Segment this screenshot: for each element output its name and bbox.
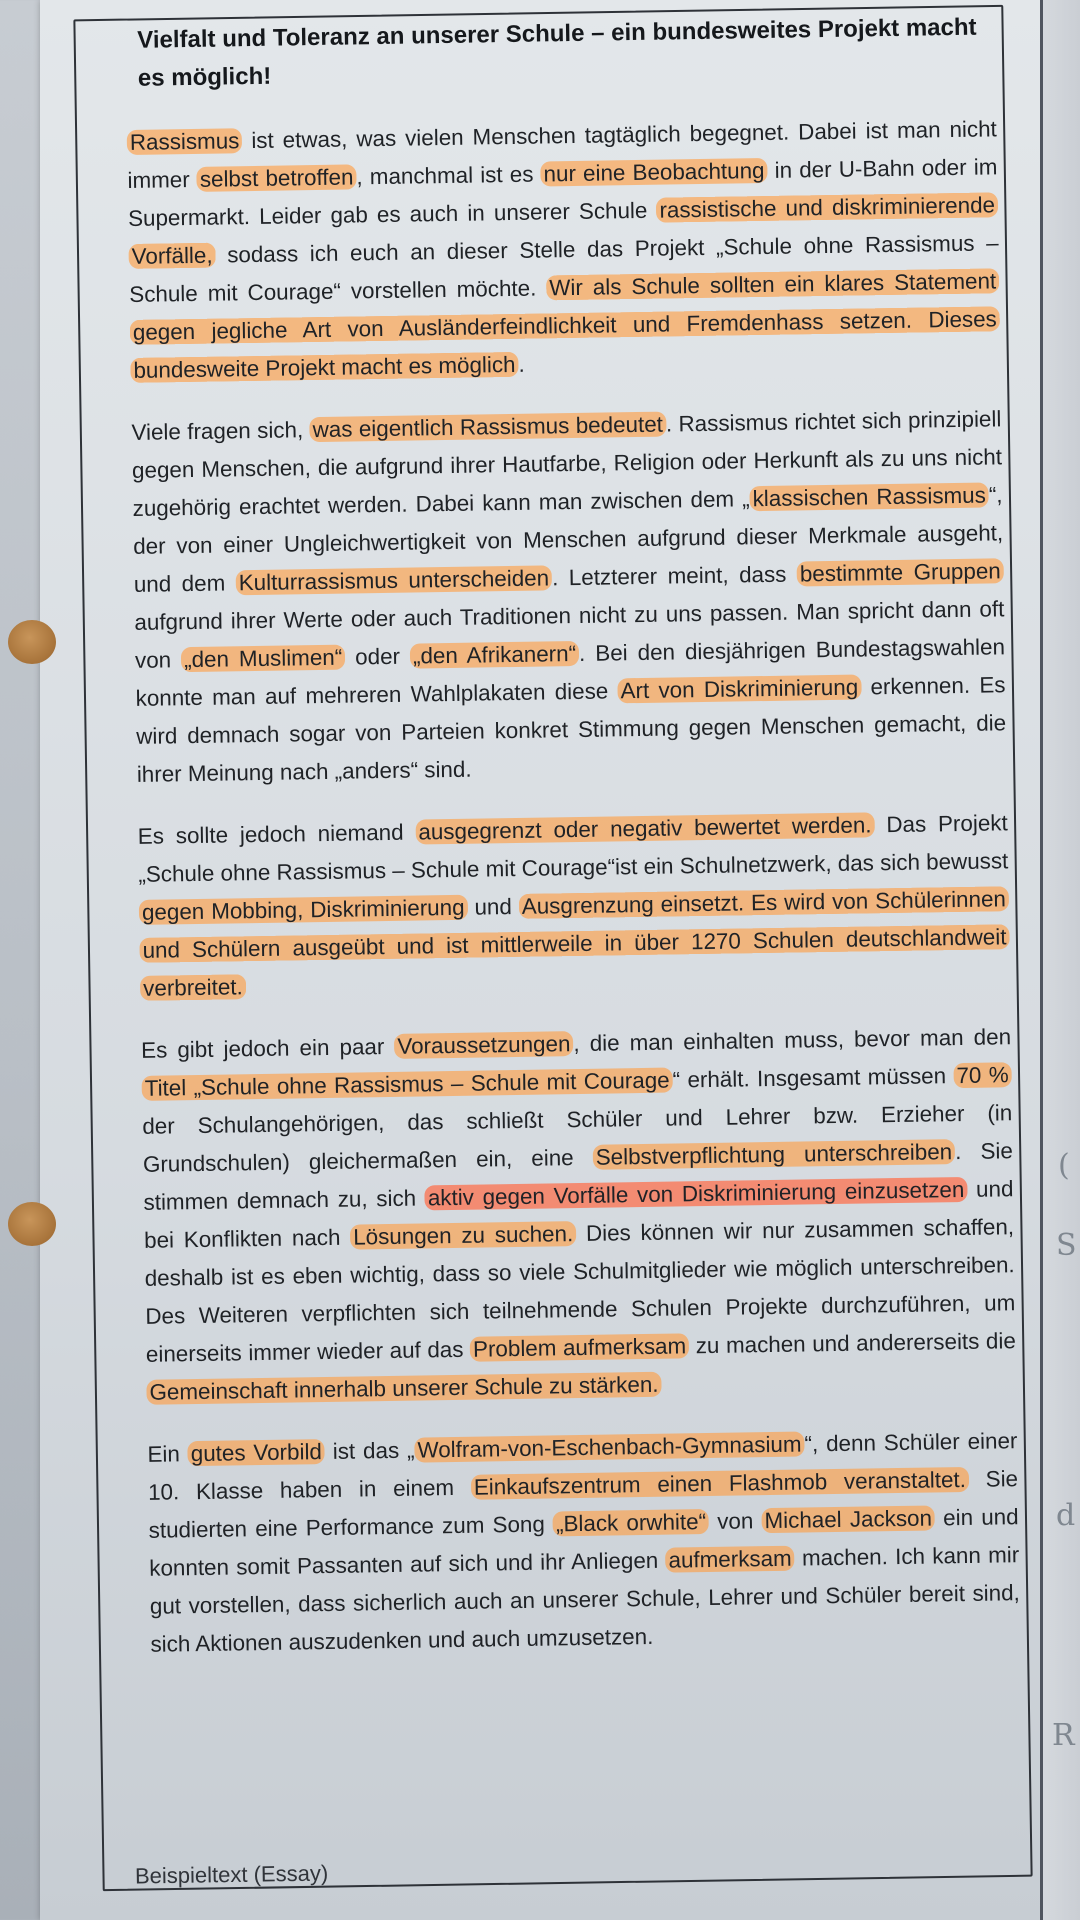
- margin-scribble: R: [1052, 1718, 1075, 1753]
- highlighted-text: gegen Mobbing, Diskriminierung: [139, 895, 468, 925]
- highlighted-text: klassischen Rassismus: [749, 482, 989, 511]
- highlighted-text: aufmerksam: [665, 1546, 795, 1573]
- paragraph: [141, 1018, 1017, 1412]
- highlighted-text: „den Muslimen“: [181, 645, 345, 673]
- text-run: “, denn Schüler einer 10. Klasse haben in einem: [147, 1428, 1018, 1505]
- punch-hole-bottom: [8, 1202, 56, 1246]
- highlighted-text: Lösungen zu suchen.: [350, 1221, 576, 1250]
- highlighted-text: Wolfram-von-Eschenbach-Gymnasium: [414, 1432, 804, 1463]
- text-run: ist etwas, was vielen Menschen tagtäglich begegnet. Dabei ist man nicht immer: [127, 116, 997, 193]
- text-run: ein und konnten somit Passanten auf sich und ihr Anliegen: [149, 1504, 1019, 1581]
- text-run: .: [518, 351, 525, 377]
- text-run: machen. Ich kann mir gut vorstellen, dass sicherlich auch an unserer Schule, Lehrer und Schüler bereit sind, sich Aktionen auszudenken und auch umzusetzen.: [149, 1542, 1020, 1657]
- highlighted-text: was eigentlich Rassismus bedeutet: [309, 412, 666, 443]
- highlighted-text: gutes Vorbild: [188, 1439, 326, 1466]
- text-run: Viele fragen sich,: [131, 417, 310, 445]
- paragraph: [127, 110, 1001, 390]
- paragraph: [138, 804, 1011, 1008]
- text-run: in der U-Bahn oder im Supermarkt. Leider gab es auch in unserer Schule: [127, 154, 998, 231]
- highlighted-text: „den Afrikanern“: [410, 641, 579, 669]
- text-run: zu machen und andererseits die: [688, 1328, 1017, 1359]
- paragraph: [147, 1422, 1020, 1664]
- highlighted-text: Rassismus: [127, 128, 243, 155]
- text-run: . Bei den diesjährigen Bundestagswahlen konnte man auf mehreren Wahlplakaten diese: [135, 634, 1006, 711]
- highlighted-text: ausgegrenzt oder negativ bewertet werden.: [415, 812, 875, 844]
- highlighted-text: Art von Diskriminierung: [617, 675, 861, 704]
- text-run: . Rassismus richtet sich prinzipiell gegen Menschen, die aufgrund ihrer Hautfarbe, Religion oder Herkunft als zu uns nicht zugehörig erachtet werden. Dabei kann man zwischen dem „: [131, 406, 1003, 521]
- text-run: sodass ich euch an dieser Stelle das Projekt „Schule ohne Rassismus – Schule mit Courage“ vorstellen möchte.: [129, 230, 999, 307]
- highlighted-text: Kulturrassismus unterscheiden: [236, 565, 553, 595]
- text-run: , manchmal ist es: [356, 161, 541, 190]
- highlighted-text: „Black orwhite“: [553, 1509, 709, 1536]
- text-run: und: [467, 893, 519, 920]
- highlighted-text: 70 %: [953, 1062, 1012, 1088]
- highlighted-text: Problem aufmerksam: [470, 1333, 690, 1361]
- text-run: “, der von einer Ungleichwertigkeit von Menschen aufgrund dieser Merkmale ausgeht, und dem: [133, 482, 1004, 597]
- text-run: oder: [344, 643, 411, 670]
- article-title: Vielfalt und Toleranz an unserer Schule – ein bundesweites Projekt macht es möglich!: [137, 13, 977, 92]
- highlighted-text: Selbstverpflichtung unterschreiben: [593, 1139, 956, 1170]
- highlighted-text: Titel „Schule ohne Rassismus – Schule mit Courage: [142, 1068, 673, 1101]
- margin-scribble: (: [1058, 1148, 1070, 1183]
- article-body: [127, 110, 1021, 1663]
- text-run: “ erhält. Insgesamt müssen: [672, 1063, 954, 1093]
- highlighted-text: Voraussetzungen: [394, 1031, 573, 1059]
- highlighted-text: bestimmte Gruppen: [797, 558, 1004, 586]
- text-run: Das Projekt „Schule ohne Rassismus – Schule mit Courage“ist ein Schulnetzwerk, das sich bewusst: [138, 810, 1009, 887]
- text-run: Ein: [147, 1441, 188, 1467]
- text-run: . Letzterer meint, dass: [551, 561, 798, 591]
- highlighted-text: Einkaufszentrum einen Flashmob veranstaltet.: [471, 1467, 969, 1500]
- text-run: . Sie stimmen demnach zu, sich: [143, 1138, 1014, 1215]
- highlighted-text: selbst betroffen: [197, 164, 357, 192]
- article: [125, 8, 1021, 1687]
- highlighted-text: Michael Jackson: [761, 1505, 935, 1533]
- highlighted-text: nur eine Beobachtung: [540, 158, 767, 187]
- highlighted-text: aktiv gegen Vorfälle von Diskriminierung einzusetzen: [425, 1177, 968, 1211]
- text-run: von: [708, 1508, 762, 1535]
- punch-hole-top: [8, 620, 56, 664]
- text-run: der Schulangehörigen, das schließt Schüler und Lehrer bzw. Erzieher (in Grundschulen) gleichermaßen ein, eine: [142, 1100, 1013, 1177]
- highlighted-text: Wir als Schule sollten ein klares Statement gegen jegliche Art von Ausländerfeindlichkeit und Fremdenhass setzen. Dieses bundesweite Projekt macht es möglich: [130, 268, 1000, 383]
- adjacent-sheet-edge: [1040, 0, 1080, 1920]
- highlighted-text: rassistische und diskriminierende Vorfälle,: [128, 192, 998, 269]
- text-run: Sie studierten eine Performance zum Song: [148, 1466, 1019, 1543]
- text-run: und bei Konflikten nach: [143, 1176, 1014, 1253]
- text-run: Dies können wir nur zusammen schaffen, deshalb ist es eben wichtig, dass so viele Schulmitglieder wie möglich unterschreiben. Des Weiteren verpflichten sich teilnehmende Schulen Projekte durchzuführen, um einerseits immer wieder auf das: [144, 1214, 1016, 1367]
- text-run: erkennen. Es wird demnach sogar von Parteien konkret Stimmung gegen Menschen gemacht, die ihrer Meinung nach „anders“ sind.: [136, 672, 1007, 787]
- margin-scribble: S: [1056, 1228, 1077, 1263]
- margin-scribble: d: [1056, 1498, 1076, 1533]
- text-run: Es sollte jedoch niemand: [137, 819, 416, 849]
- highlighted-text: Gemeinschaft innerhalb unserer Schule zu stärken.: [146, 1372, 661, 1405]
- text-run: aufgrund ihrer Werte oder auch Traditionen nicht zu uns passen. Man spricht dann oft von: [134, 596, 1005, 673]
- text-run: , die man einhalten muss, bevor man den: [573, 1024, 1012, 1057]
- paragraph: [131, 400, 1007, 794]
- text-run: ist das „: [324, 1437, 415, 1465]
- footer-label: Beispieltext (Essay): [134, 1860, 329, 1889]
- highlighted-text: Ausgrenzung einsetzt. Es wird von Schülerinnen und Schülern ausgeübt und ist mittlerweile in über 1270 Schulen deutschlandweit verbreitet.: [139, 886, 1009, 1001]
- text-run: Es gibt jedoch ein paar: [140, 1033, 395, 1063]
